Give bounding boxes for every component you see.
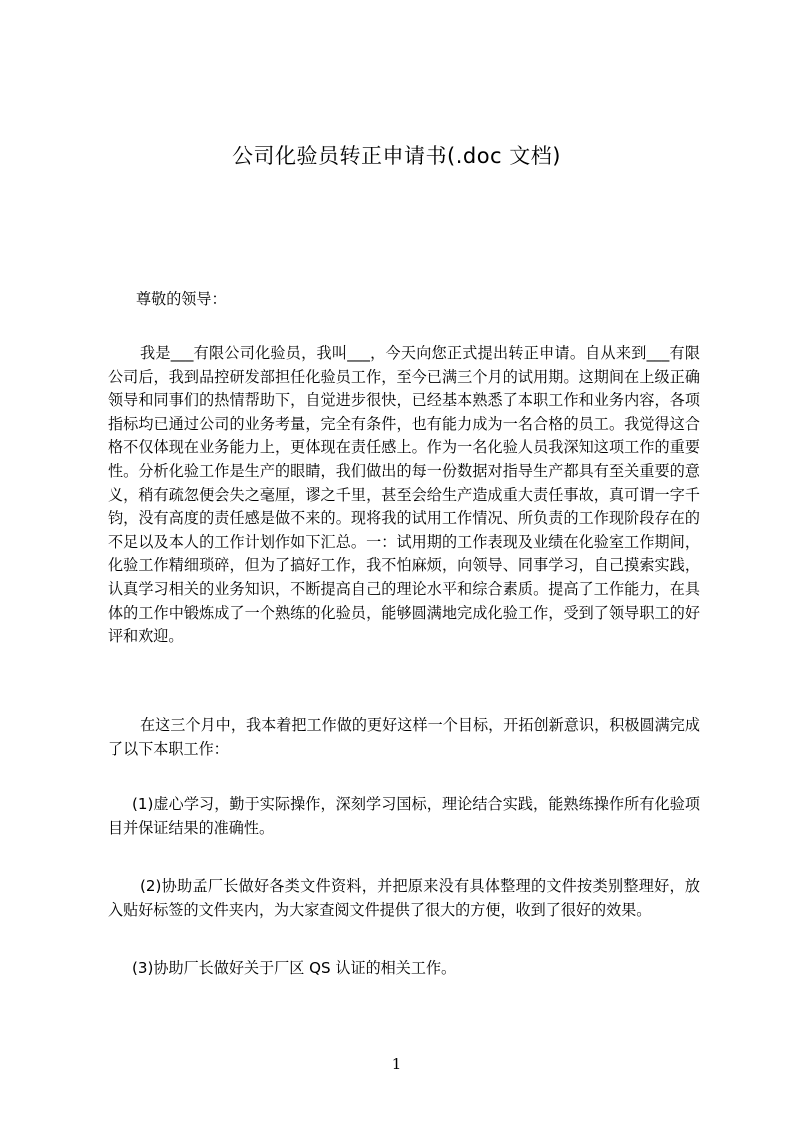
page-number: 1 <box>391 1055 402 1073</box>
paragraph-item-3: (3)协助厂长做好关于厂区 QS 认证的相关工作。 <box>132 959 457 977</box>
document-title: 公司化验员转正申请书(.doc 文档) <box>232 144 561 168</box>
paragraph-intro: 我是___有限公司化验员，我叫___，今天向您正式提出转正申请。自从来到___有限公司后，我到品控研发部担任化验员工作，至今已满三个月的试用期。这期间在上级正确领导和同事们的热情帮助下，自觉进步很快，已经基本熟悉了本职工作和业务内容，各项指标均已通过公司的业务考量，完全有条件，也有能力成为一名合格的员工。我觉得这合格不仅体现在业务能力上，更体现在责任感上。作为一名化验人员我深知这项工作的重要性。分析化验工作是生产的眼睛，我们做出的每一份数据对指导生产都具有至关重要的意义，稍有疏忽便会失之毫厘，谬之千里，甚至会给生产造成重大责任事故，真可谓一字千钧，没有高度的责任感是做不来的。现将我的试用工作情况、所负责的工作现阶段存在的不足以及本人的工作计划作如下汇总。一：试用期的工作表现及业绩在化验室工作期间，化验工作精细琐碎，但为了搞好工作，我不怕麻烦，向领导、同事学习，自己摸索实践，认真学习相关的业务知识，不断提高自己的理论水平和综合素质。提高了工作能力，在具体的工作中锻炼成了一个熟练的化验员，能够圆满地完成化验工作，受到了领导职工的好评和欢迎。 <box>108 344 700 646</box>
paragraph-three-months: 在这三个月中，我本着把工作做的更好这样一个目标，开拓创新意识，积极圆满完成了以下本职工作： <box>108 716 700 758</box>
paragraph-item-1: (1)虚心学习，勤于实际操作，深刻学习国标，理论结合实践，能熟练操作所有化验项目并保证结果的准确性。 <box>108 795 700 837</box>
salutation: 尊敬的领导： <box>136 290 227 308</box>
paragraph-item-2: (2)协助孟厂长做好各类文件资料，并把原来没有具体整理的文件按类别整理好，放入贴好标签的文件夹内，为大家查阅文件提供了很大的方便，收到了很好的效果。 <box>108 877 700 919</box>
